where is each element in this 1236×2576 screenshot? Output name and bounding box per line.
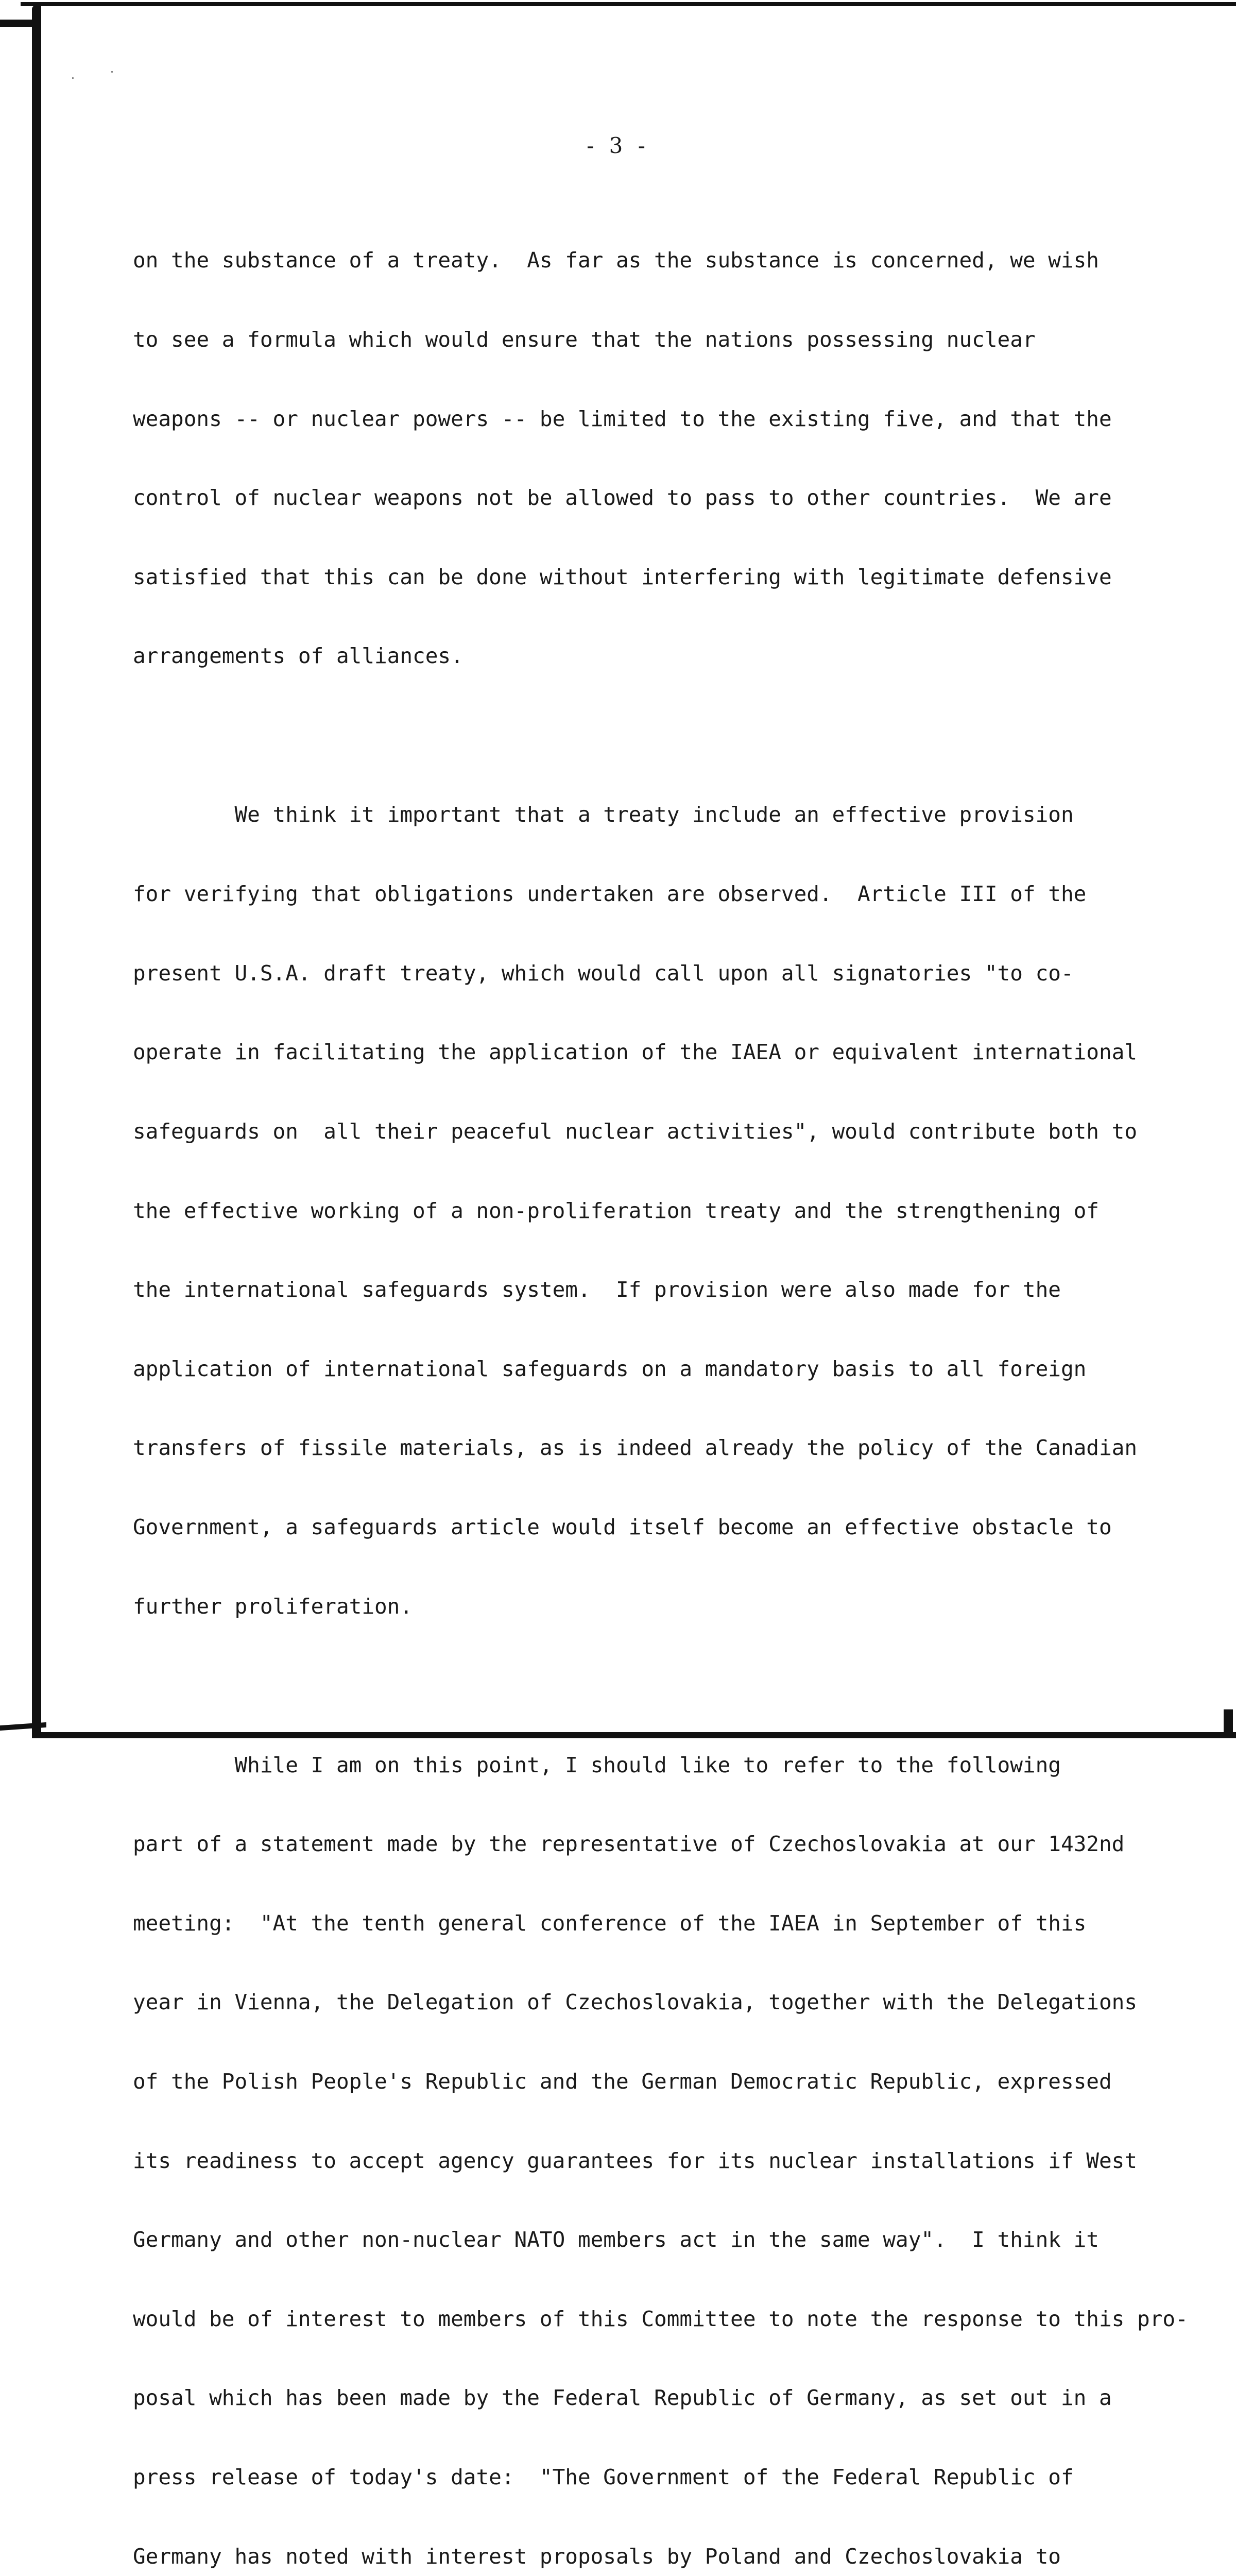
text-line: satisfied that this can be done without interfering with legitimate defensive [133, 564, 1112, 589]
text-line: for verifying that obligations undertaken are observed. Article III of the [133, 882, 1087, 907]
paragraph-3 [133, 1699, 1199, 2576]
scan-speck [72, 77, 74, 79]
text-line: transfers of fissile materials, as is indeed already the policy of the Canadian [133, 1435, 1138, 1461]
text-line: posal which has been made by the Federal Republic of Germany, as set out in a [133, 2385, 1112, 2411]
text-line: Government, a safeguards article would itself become an effective obstacle to [133, 1514, 1112, 1539]
scan-speck [111, 71, 113, 73]
text-line: year in Vienna, the Delegation of Czechoslovakia, together with the Delegations [133, 1990, 1138, 2015]
text-line: the effective working of a non-proliferation treaty and the strengthening of [133, 1198, 1099, 1223]
page-number: - 3 - [587, 133, 649, 158]
text-line: We think it important that a treaty include an effective provision [133, 802, 1074, 827]
text-line: meeting: "At the tenth general conference of the IAEA in September of this [133, 1910, 1087, 1936]
page-frame-left-border [32, 5, 41, 1736]
text-line: Germany and other non-nuclear NATO members act in the same way". I think it [133, 2227, 1099, 2252]
paragraph-1 [133, 195, 1199, 722]
text-line: Germany has noted with interest proposals by Poland and Czechoslovakia to [133, 2544, 1061, 2569]
text-line: part of a statement made by the representative of Czechoslovakia at our 1432nd [133, 1832, 1125, 1857]
text-line: control of nuclear weapons not be allowed to pass to other countries. We are [133, 485, 1112, 511]
text-line: arrangements of alliances. [133, 643, 464, 669]
text-line: its readiness to accept agency guarantees for its nuclear installations if West [133, 2148, 1138, 2173]
paragraph-2 [133, 749, 1199, 1672]
text-line: further proliferation. [133, 1594, 413, 1619]
text-line: of the Polish People's Republic and the German Democratic Republic, expressed [133, 2069, 1112, 2094]
text-line: press release of today's date: "The Government of the Federal Republic of [133, 2465, 1074, 2490]
page-frame-corner-mark [0, 20, 36, 27]
text-line: to see a formula which would ensure that the nations possessing nuclear [133, 327, 1036, 352]
text-line: safeguards on all their peaceful nuclear activities", would contribute both to [133, 1118, 1138, 1144]
text-line: on the substance of a treaty. As far as the substance is concerned, we wish [133, 248, 1099, 273]
page-frame-top-border [21, 2, 1236, 6]
page-frame-right-corner-mark [1224, 1709, 1233, 1737]
text-line: the international safeguards system. If provision were also made for the [133, 1277, 1061, 1302]
text-line: operate in facilitating the application of the IAEA or equivalent international [133, 1040, 1138, 1065]
text-line: application of international safeguards on a mandatory basis to all foreign [133, 1356, 1087, 1381]
text-line: would be of interest to members of this Committee to note the response to this pro- [133, 2306, 1188, 2331]
text-line: present U.S.A. draft treaty, which would call upon all signatories "to co- [133, 960, 1074, 986]
document-body [133, 195, 1199, 2576]
text-line: While I am on this point, I should like to refer to the following [133, 1752, 1061, 1777]
text-line: weapons -- or nuclear powers -- be limited to the existing five, and that the [133, 406, 1112, 431]
